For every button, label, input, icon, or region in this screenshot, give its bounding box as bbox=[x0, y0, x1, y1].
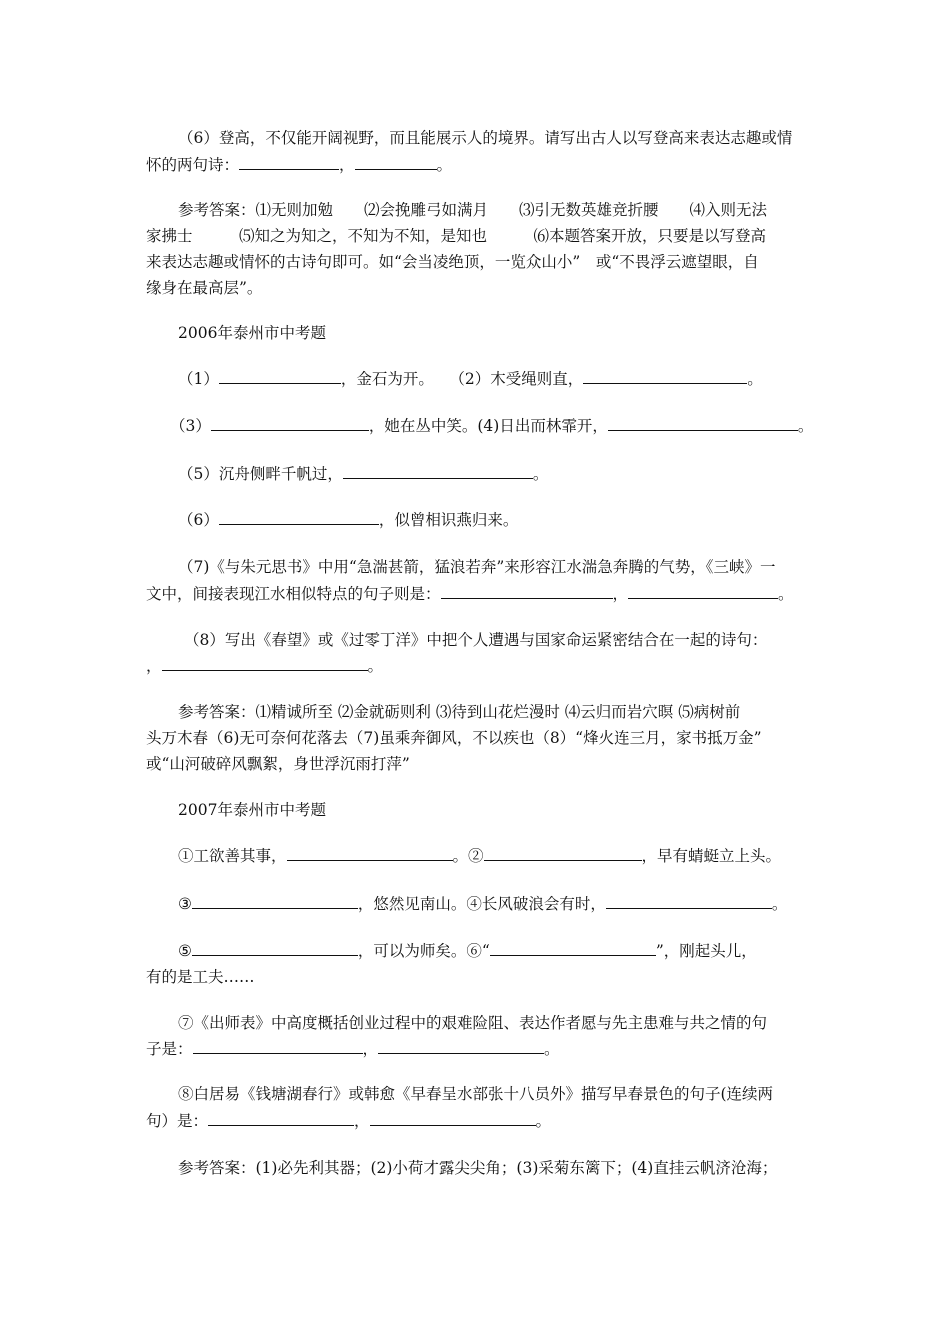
recite-5-6 bbox=[178, 941, 757, 961]
text: ，悠然见南山。④长风破浪会有时， bbox=[357, 895, 606, 913]
text: ⑦《出师表》中高度概括创业过程中的艰难险阻、表达作者愿与先主患难与共之情的句 bbox=[178, 1014, 768, 1032]
text: （1） bbox=[178, 370, 219, 388]
answer-blank bbox=[628, 584, 778, 599]
text: ， bbox=[146, 657, 162, 675]
question-6 bbox=[178, 510, 518, 530]
text: ， bbox=[354, 1112, 370, 1130]
text: ，早有蜻蜓立上头。 bbox=[641, 847, 782, 865]
text: （6） bbox=[178, 511, 219, 529]
recite-8-line2 bbox=[146, 1111, 551, 1131]
text: 。 bbox=[771, 895, 788, 913]
text: ， bbox=[612, 585, 629, 603]
answer-blank bbox=[193, 1039, 363, 1054]
text: ③ bbox=[178, 895, 192, 913]
answer-blank bbox=[608, 416, 798, 431]
text: 。 bbox=[747, 370, 763, 388]
text: 怀的两句诗： bbox=[146, 156, 240, 174]
answer-blank bbox=[370, 1111, 536, 1126]
text: 来表达志趣或情怀的古诗句即可。如“会当凌绝顶，一览众山小” 或“不畏浮云遮望眼，自 bbox=[146, 253, 759, 271]
text: 句）是： bbox=[146, 1112, 209, 1130]
answer-blank bbox=[162, 656, 368, 671]
text: （3） bbox=[170, 417, 211, 435]
text: 头万木春（6)无可奈何花落去（7)虽乘奔御风，不以疾也（8）“烽火连三月，家书抵万金” bbox=[146, 729, 762, 747]
text: 。 bbox=[797, 417, 814, 435]
recite-1-2 bbox=[178, 846, 781, 866]
text: ， bbox=[362, 1040, 379, 1058]
answer-blank bbox=[239, 155, 339, 170]
answer-blank bbox=[208, 1111, 354, 1126]
text: ，金石为开。 （2）木受绳则直， bbox=[340, 370, 584, 388]
answer-blank bbox=[378, 1039, 544, 1054]
answer-blank bbox=[192, 941, 358, 956]
text: ⑤ bbox=[178, 942, 192, 960]
text: 家拂士 ⑸知之为知之，不知为不知，是知也 ⑹本题答案开放，只要是以写登高 bbox=[146, 227, 767, 245]
answer-2-line1 bbox=[178, 702, 740, 722]
text: ”，刚起头儿， bbox=[655, 942, 757, 960]
text: 文中，间接表现江水相似特点的句子则是： bbox=[146, 585, 441, 603]
answer-blank bbox=[490, 941, 656, 956]
question-8-line2 bbox=[146, 656, 383, 676]
text: 。② bbox=[452, 847, 484, 865]
answer-blank bbox=[192, 894, 358, 909]
answer-blank bbox=[211, 416, 369, 431]
question-7-line1 bbox=[178, 557, 776, 577]
answer-3-line1 bbox=[178, 1158, 777, 1178]
answer-blank bbox=[606, 894, 772, 909]
recite-3-4 bbox=[178, 894, 787, 914]
question-8-line1 bbox=[184, 630, 767, 650]
text: 。 bbox=[367, 657, 384, 675]
question-3-4 bbox=[170, 416, 813, 436]
text: 。 bbox=[436, 156, 453, 174]
text: 2007年泰州市中考题 bbox=[178, 801, 326, 819]
answer-1-line1 bbox=[178, 200, 767, 220]
text: 参考答案：⑴精诚所至 ⑵金就砺则利 ⑶待到山花烂漫时 ⑷云归而岩穴暝 ⑸病树前 bbox=[178, 703, 741, 721]
text: 子是： bbox=[146, 1040, 193, 1058]
recite-6-line2 bbox=[146, 967, 255, 987]
text: （7)《与朱元思书》中用“急湍甚箭，猛浪若奔”来形容江水湍急奔腾的气势，《三峡》一 bbox=[178, 558, 776, 576]
question-1-2 bbox=[178, 369, 763, 389]
answer-blank bbox=[219, 369, 341, 384]
question-6-line1 bbox=[178, 128, 792, 148]
recite-8-line1 bbox=[178, 1084, 773, 1104]
text: （8）写出《春望》或《过零丁洋》中把个人遭遇与国家命运紧密结合在一起的诗句： bbox=[184, 631, 768, 649]
text: （5）沉舟侧畔千帆过， bbox=[178, 465, 343, 483]
answer-1-line4 bbox=[146, 278, 262, 298]
text: ，似曾相识燕归来。 bbox=[378, 511, 519, 529]
question-7-line2 bbox=[146, 584, 794, 604]
text: 有的是工夫…… bbox=[146, 968, 255, 986]
answer-blank bbox=[287, 846, 453, 861]
text: 缘身在最高层”。 bbox=[146, 279, 263, 297]
text: 。 bbox=[535, 1112, 552, 1130]
text: 或“山河破碎风飘絮，身世浮沉雨打萍” bbox=[146, 755, 410, 773]
recite-7-line1 bbox=[178, 1013, 767, 1033]
answer-blank bbox=[343, 464, 533, 479]
text: ，她在丛中笑。(4)日出而林霏开， bbox=[368, 417, 608, 435]
section-heading-2007 bbox=[178, 800, 326, 820]
text: 2006年泰州市中考题 bbox=[178, 324, 326, 342]
answer-blank bbox=[583, 369, 747, 384]
text: 参考答案：⑴无则加勉 ⑵会挽雕弓如满月 ⑶引无数英雄竞折腰 ⑷入则无法 bbox=[178, 201, 768, 219]
recite-7-line2 bbox=[146, 1039, 560, 1059]
answer-blank bbox=[355, 155, 437, 170]
text: ， bbox=[339, 156, 355, 174]
answer-blank bbox=[219, 510, 379, 525]
answer-1-line2 bbox=[146, 226, 766, 246]
text: ⑧白居易《钱塘湖春行》或韩愈《早春呈水部张十八员外》描写早春景色的句子(连续两 bbox=[178, 1085, 774, 1103]
answer-1-line3 bbox=[146, 252, 759, 272]
text: 。 bbox=[778, 585, 794, 603]
answer-2-line2 bbox=[146, 728, 762, 748]
text: ①工欲善其事， bbox=[178, 847, 287, 865]
text: ，可以为师矣。⑥“ bbox=[357, 942, 490, 960]
section-heading-2006 bbox=[178, 323, 326, 343]
text: （6）登高，不仅能开阔视野，而且能展示人的境界。请写出古人以写登高来表达志趣或情 bbox=[178, 129, 793, 147]
answer-blank bbox=[484, 846, 642, 861]
text: 参考答案：(1)必先利其器；(2)小荷才露尖尖角；(3)采菊东篱下；(4)直挂云帆济沧海； bbox=[178, 1159, 778, 1177]
text: 。 bbox=[544, 1040, 560, 1058]
question-6-line2 bbox=[146, 155, 452, 175]
question-5 bbox=[178, 464, 548, 484]
answer-2-line3 bbox=[146, 754, 410, 774]
answer-blank bbox=[441, 584, 613, 599]
text: 。 bbox=[532, 465, 549, 483]
